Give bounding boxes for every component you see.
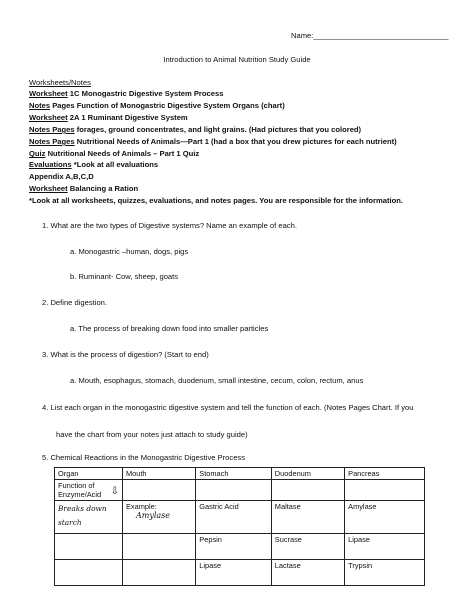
answer-1b: b. Ruminant- Cow, sheep, goats (70, 272, 179, 281)
header-pancreas: Pancreas (345, 468, 425, 480)
stomach-enzyme-3: Lipase (196, 560, 272, 586)
page-title: Introduction to Animal Nutrition Study Guide (163, 55, 311, 64)
line-lead: Quiz (29, 149, 46, 158)
question-4-continued: have the chart from your notes just attach to study guide) (56, 430, 248, 439)
line-rest: Pages Function of Monogastric Digestive System Organs (chart) (50, 101, 285, 110)
function-label-cell (55, 480, 123, 501)
line-rest: Appendix A,B,C,D (29, 172, 94, 181)
line-lead: Notes (29, 101, 51, 110)
name-field-label[interactable]: Name:________________________________ (291, 31, 449, 40)
question-1: 1. What are the two types of Digestive systems? Name an example of each. (42, 221, 297, 230)
answer-1a: a. Monogastric –human, dogs, pigs (70, 247, 189, 256)
table-cell (345, 480, 425, 501)
worksheet-line-2 (29, 101, 285, 110)
line-rest: Nutritional Needs of Animals – Part 1 Quiz (45, 149, 200, 158)
header-mouth: Mouth (122, 468, 195, 480)
answer-3a: a. Mouth, esophagus, stomach, duodenum, small intestine, cecum, colon, rectum, anus (70, 376, 364, 385)
question-3: 3. What is the process of digestion? (Start to end) (42, 350, 209, 359)
line-rest: 2A 1 Ruminant Digestive System (67, 113, 188, 122)
line-lead: Worksheet (29, 113, 68, 122)
pancreas-enzyme-2: Lipase (345, 534, 425, 560)
mouth-example-cell (122, 501, 195, 534)
question-5: 5. Chemical Reactions in the Monogastric Digestive Process (42, 453, 246, 462)
duodenum-enzyme-2: Sucrase (271, 534, 344, 560)
line-rest: 1C Monogastric Digestive System Process (67, 89, 224, 98)
line-lead: Evaluations (29, 160, 72, 169)
table-row (55, 480, 425, 501)
table-cell (271, 480, 344, 501)
worksheet-line-4 (29, 125, 361, 134)
worksheet-line-9 (29, 184, 138, 193)
table-cell (196, 480, 272, 501)
line-rest: *Look at all worksheets, quizzes, evaluations, and notes pages. You are responsible for the information. (29, 196, 404, 205)
handwritten-breaks-down-starch: Breaks down starch (55, 501, 123, 534)
worksheet-line-6 (29, 149, 199, 158)
pancreas-enzyme-3: Trypsin (345, 560, 425, 586)
table-cell (122, 480, 195, 501)
table-cell (122, 534, 195, 560)
worksheet-line-5 (29, 137, 397, 146)
chemical-reactions-table (54, 467, 425, 586)
line-rest: forages, ground concentrates, and light grains. (Had pictures that you colored) (74, 125, 362, 134)
table-cell (55, 560, 123, 586)
worksheet-line-1 (29, 89, 223, 98)
line-lead: Worksheet (29, 184, 68, 193)
worksheet-line-7 (29, 160, 158, 169)
down-arrow-icon: ⇩ (110, 486, 119, 497)
table-cell (122, 560, 195, 586)
header-organ: Organ (55, 468, 123, 480)
table-row (55, 501, 425, 534)
function-label: Function of Enzyme/Acid (58, 481, 102, 499)
example-label: Example: (125, 502, 157, 511)
header-duodenum: Duodenum (271, 468, 344, 480)
line-lead: Worksheet (29, 89, 68, 98)
worksheet-line-8 (29, 172, 94, 181)
worksheets-heading: Worksheets/Notes (29, 78, 91, 87)
line-rest: Balancing a Ration (67, 184, 139, 193)
line-lead: Notes Pages (29, 137, 75, 146)
worksheet-line-3 (29, 113, 188, 122)
answer-2a: a. The process of breaking down food into smaller particles (70, 324, 269, 333)
table-cell (55, 534, 123, 560)
question-4: 4. List each organ in the monogastric digestive system and tell the function of each. (Notes Pages Chart. If you (42, 403, 414, 412)
line-rest: Nutritional Needs of Animals—Part 1 (had a box that you drew pictures for each nutrient) (74, 137, 397, 146)
header-stomach: Stomach (196, 468, 272, 480)
table-header-row (55, 468, 425, 480)
line-lead: Notes Pages (29, 125, 75, 134)
worksheet-line-10 (29, 196, 403, 205)
duodenum-enzyme-1: Maltase (271, 501, 344, 534)
pancreas-enzyme-1: Amylase (345, 501, 425, 534)
stomach-enzyme-1: Gastric Acid (196, 501, 272, 534)
table-row (55, 560, 425, 586)
table-row (55, 534, 425, 560)
stomach-enzyme-2: Pepsin (196, 534, 272, 560)
line-rest: *Look at all evaluations (71, 160, 159, 169)
question-2: 2. Define digestion. (42, 298, 108, 307)
handwritten-amylase: Amylase (135, 511, 171, 520)
duodenum-enzyme-3: Lactase (271, 560, 344, 586)
